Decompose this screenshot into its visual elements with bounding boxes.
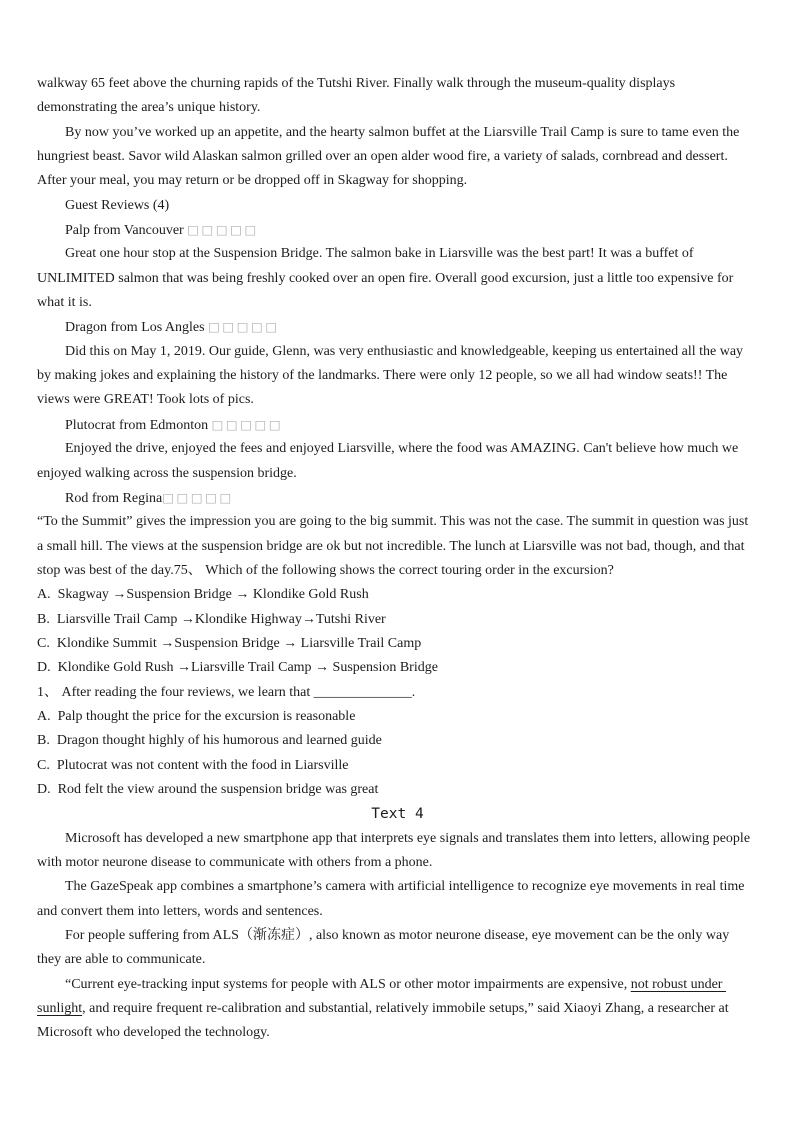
underlined-phrase: sunlight	[37, 1001, 83, 1017]
guest-reviews-heading	[37, 194, 758, 218]
rating-boxes: □□□□□	[187, 222, 259, 238]
text-segment: a small hill. The views at the suspension bridge are ok but not incredible. The lunch at Liarsville was not bad, though, and that	[37, 538, 745, 554]
passage-text4-line-8	[37, 997, 758, 1021]
review-dragon-line-3	[37, 388, 758, 412]
text-segment: Did this on May 1, 2019. Our guide, Glenn, was very enthusiastic and knowledgeable, keeping us entertained all the way	[65, 343, 744, 359]
option-1-b	[37, 729, 758, 753]
option-1-c	[37, 754, 758, 778]
passage-text4-line-2	[37, 851, 758, 875]
review-plutocrat-line-1	[37, 437, 758, 461]
text-segment: and convert them into letters, words and sentences.	[37, 903, 323, 919]
option-1-a	[37, 705, 758, 729]
text-segment: by making jokes and explaining the history of the landmarks. There were only 12 people, so we all had window seats!! The	[37, 368, 728, 384]
passage-excursion-line-1	[37, 72, 758, 96]
text-segment: Text 4	[371, 806, 424, 823]
review-palp-line-1	[37, 242, 758, 266]
text-segment: B. Liarsville Trail Camp →Klondike Highway→Tutshi River	[37, 611, 386, 627]
passage-excursion-line-5	[37, 169, 758, 193]
text-segment: D. Rod felt the view around the suspension bridge was great	[37, 781, 379, 797]
text-segment: By now you’ve worked up an appetite, and the hearty salmon buffet at the Liarsville Trail Camp is sure to tame even the	[65, 124, 740, 140]
text-segment: Microsoft who developed the technology.	[37, 1025, 270, 1041]
text-segment: D. Klondike Gold Rush →Liarsville Trail Camp → Suspension Bridge	[37, 660, 438, 676]
text-segment: Plutocrat from Edmonton	[65, 417, 212, 433]
question-75	[37, 559, 758, 583]
text-segment: “Current eye-tracking input systems for people with ALS or other motor impairments are expensive,	[65, 976, 631, 992]
option-75-c	[37, 632, 758, 656]
text-segment: demonstrating the area’s unique history.	[37, 100, 261, 116]
text-segment: The GazeSpeak app combines a smartphone’s camera with artificial intelligence to recognize eye movements in real time	[65, 879, 745, 895]
text-segment: walkway 65 feet above the churning rapids of the Tutshi River. Finally walk through the museum-quality displays	[37, 76, 676, 91]
text-segment: they are able to communicate.	[37, 952, 206, 968]
text-segment: with motor neurone disease to communicate with others from a phone.	[37, 855, 433, 870]
review-rod-line-2	[37, 535, 758, 559]
option-1-d	[37, 778, 758, 802]
underlined-phrase: not robust under	[630, 976, 726, 992]
review-plutocrat-line-2	[37, 462, 758, 486]
review-rod-line-1	[37, 510, 758, 534]
text-segment: B. Dragon thought highly of his humorous and learned guide	[37, 733, 382, 749]
option-75-d	[37, 656, 758, 680]
rating-boxes: □□□□□	[162, 489, 234, 505]
text-segment: enjoyed walking across the suspension bridge.	[37, 465, 297, 481]
rating-boxes: □□□□□	[208, 319, 280, 335]
text-segment: A. Skagway →Suspension Bridge → Klondike Gold Rush	[37, 587, 369, 603]
text-segment: After your meal, you may return or be dropped off in Skagway for shopping.	[37, 173, 468, 189]
option-75-a	[37, 583, 758, 607]
question-1	[37, 681, 758, 705]
text-segment: Palp from Vancouver	[65, 223, 188, 239]
text-segment: 1、 After reading the four reviews, we learn that ______________.	[37, 684, 416, 700]
review-plutocrat-header	[37, 413, 758, 437]
review-rod-header	[37, 486, 758, 510]
text-segment: views were GREAT! Took lots of pics.	[37, 392, 254, 408]
passage-text4-line-7	[37, 973, 758, 997]
text-segment: Great one hour stop at the Suspension Bridge. The salmon bake in Liarsville was the best part! It was a buffet of	[65, 246, 694, 262]
rating-boxes: □□□□□	[211, 416, 284, 432]
passage-text4-line-5	[37, 924, 758, 948]
passage-text4-line-4	[37, 900, 758, 924]
passage-text4-line-6	[37, 948, 758, 972]
review-palp-line-3	[37, 291, 758, 315]
text-segment: hungriest beast. Savor wild Alaskan salmon grilled over an open alder wood fire, a variety of salads, cornbread and dessert.	[37, 149, 728, 165]
text-segment: C. Plutocrat was not content with the food in Liarsville	[37, 757, 349, 773]
text-segment: Guest Reviews (4)	[65, 197, 170, 213]
text-segment: C. Klondike Summit →Suspension Bridge → Liarsville Trail Camp	[37, 635, 422, 651]
text-segment: “To the Summit” gives the impression you are going to the big summit. This was not the case. The summit in question was just	[37, 514, 749, 530]
text4-heading	[37, 802, 758, 826]
text-segment: , and require frequent re-calibration and substantial, relatively immobile setups,” said Xiaoyi Zhang, a researcher at	[82, 1001, 729, 1017]
text-segment: Rod from Regina	[65, 490, 163, 506]
review-palp-line-2	[37, 267, 758, 291]
passage-text4-line-3	[37, 875, 758, 899]
passage-text4-line-9	[37, 1021, 758, 1045]
passage-excursion-line-2	[37, 96, 758, 120]
review-dragon-line-1	[37, 340, 758, 364]
text-segment: For people suffering from ALS（渐冻症）, also known as motor neurone disease, eye movement can be the only way	[65, 928, 730, 944]
text-segment: what it is.	[37, 295, 92, 311]
text-segment: Microsoft has developed a new smartphone app that interprets eye signals and translates them into letters, allowing people	[65, 830, 751, 846]
review-dragon-line-2	[37, 364, 758, 388]
text-segment: UNLIMITED salmon that was being freshly cooked over an open fire. Overall good excursion, just a little too expensive for	[37, 270, 734, 286]
review-dragon-header	[37, 315, 758, 339]
text-segment: stop was best of the day.75、 Which of the following shows the correct touring order in the excursion?	[37, 562, 614, 578]
passage-excursion-line-3	[37, 121, 758, 145]
passage-text4-line-1	[37, 827, 758, 851]
passage-excursion-line-4	[37, 145, 758, 169]
review-palp-header	[37, 218, 758, 242]
document-body	[37, 72, 758, 1046]
text-segment: A. Palp thought the price for the excursion is reasonable	[37, 708, 356, 724]
option-75-b	[37, 608, 758, 632]
text-segment: Enjoyed the drive, enjoyed the fees and enjoyed Liarsville, where the food was AMAZING. Can't believe how much we	[65, 441, 739, 457]
text-segment: Dragon from Los Angles	[65, 320, 209, 336]
